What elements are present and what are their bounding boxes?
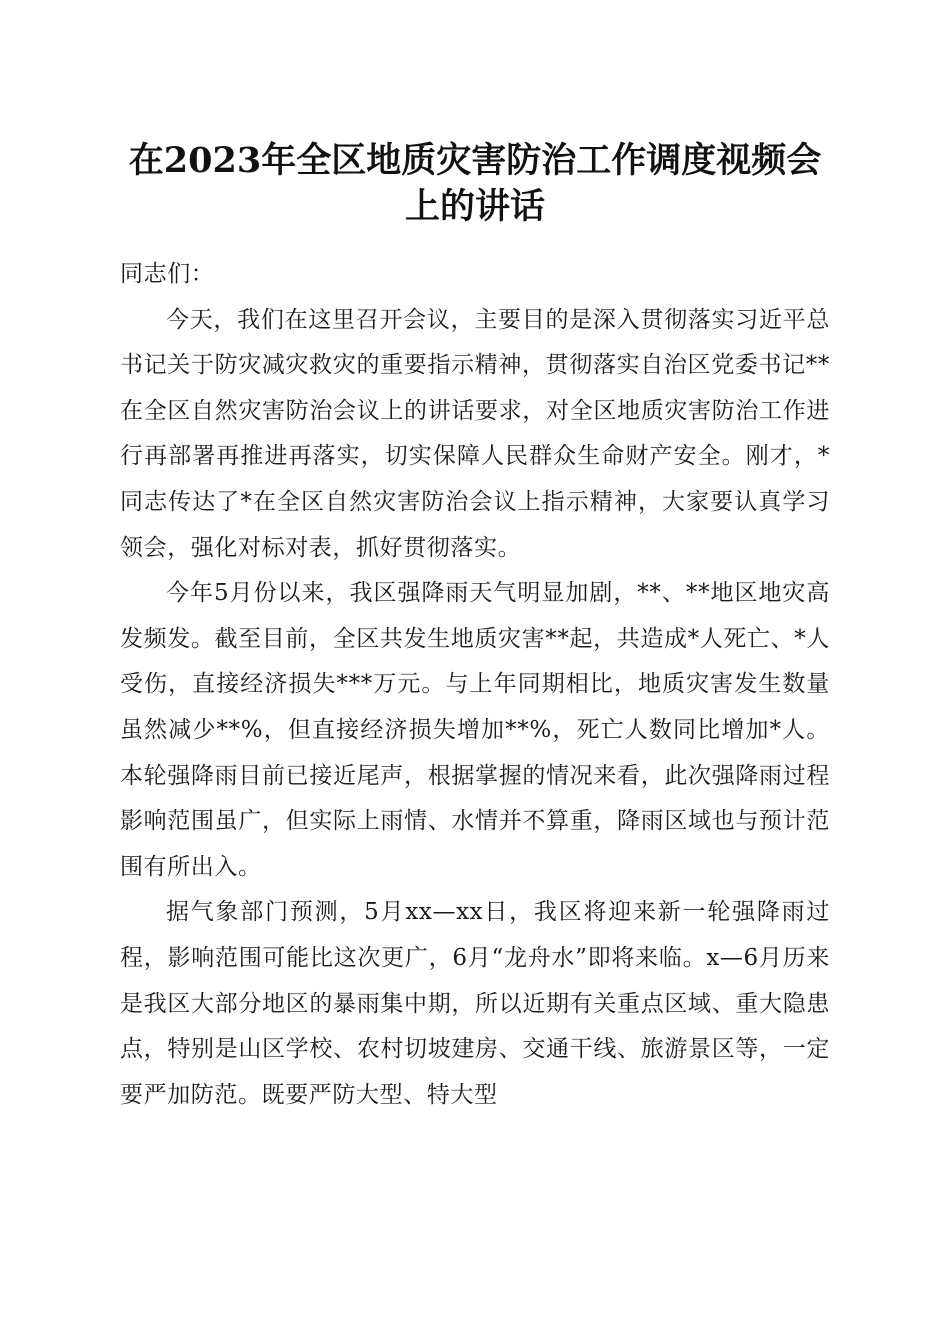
title-line-1: 在2023年全区地质灾害防治工作调度视频会	[128, 140, 822, 181]
salutation: 同志们：	[120, 261, 215, 287]
paragraph-1: 今天，我们在这里召开会议，主要目的是深入贯彻落实习近平总书记关于防灾减灾救灾的重要指示精神，贯彻落实自治区党委书记**在全区自然灾害防治会议上的讲话要求，对全区地质灾害防治工作进行再部署再推进再落实，切实保障人民群众生命财产安全。刚才，*同志传达了*在全区自然灾害防治会议上指示精神，大家要认真学习领会，强化对标对表，抓好贯彻落实。	[120, 306, 830, 561]
title-line-2: 上的讲话	[404, 186, 545, 227]
paragraph-2: 今年5月份以来，我区强降雨天气明显加剧，**、**地区地灾高发频发。截至目前，全区共发生地质灾害**起，共造成*人死亡、*人受伤，直接经济损失***万元。与上年同期相比，地质灾害发生数量虽然减少**%，但直接经济损失增加**%，死亡人数同比增加*人。本轮强降雨目前已接近尾声，根据掌握的情况来看，此次强降雨过程影响范围虽广，但实际上雨情、水情并不算重，降雨区域也与预计范围有所出入。	[120, 580, 830, 880]
document-title	[120, 138, 830, 230]
document-body	[120, 252, 830, 1118]
paragraph-3: 据气象部门预测，5月xx—xx日，我区将迎来新一轮强降雨过程，影响范围可能比这次更广，6月“龙舟水”即将来临。x—6月历来是我区大部分地区的暴雨集中期，所以近期有关重点区域、重大隐患点，特别是山区学校、农村切坡建房、交通干线、旅游景区等，一定要严加防范。既要严防大型、特大型	[120, 899, 830, 1108]
